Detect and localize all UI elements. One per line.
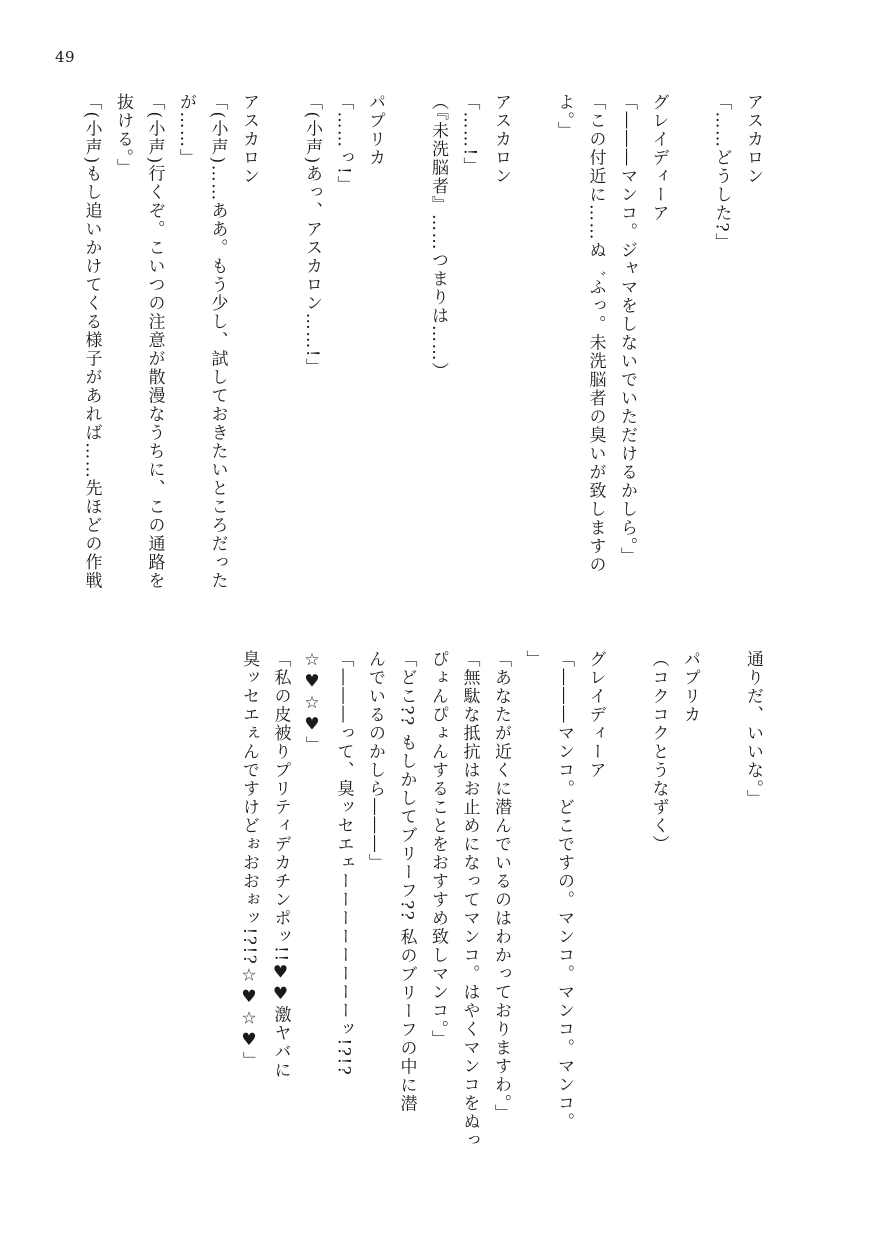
text-block-bottom [108, 650, 768, 1150]
page-number: 49 [55, 48, 76, 66]
text-line: 通りだ、いいな。」 [743, 650, 763, 808]
text-line: 「(小声)行くぞ。こいつの注意が散漫なうちに、この通路を [144, 93, 165, 591]
blank-line [264, 93, 296, 593]
text-line: 「(小声)あっ、アスカロン……!」 [302, 93, 322, 377]
blank-line [705, 650, 737, 1130]
text-line: 「……どうした?」 [711, 93, 732, 252]
text-line: 「この付近に……ぬ゛ふっ。未洗脳者の臭いが致しますの [585, 93, 606, 574]
text-line: 「―――マンコ。ジャマをしないでいただけるかしら。」 [617, 93, 637, 566]
text-line: グレイディーア [585, 650, 606, 780]
text-line: 「無駄な抵抗はお止めになってマンコ。はやくマンコをぬっ [459, 650, 480, 1150]
text-block-top [81, 93, 768, 593]
text-line: 「どこ?? もしかしてブリーフ?? 私のブリーフの中に潜 [396, 650, 417, 1114]
text-line: パプリカ [365, 93, 385, 167]
text-line: 臭ッセエぇんですけどぉおおぉッ!?!?☆♥☆♥」 [239, 650, 259, 1070]
text-line: ぴょんぴょんすることをおすすめ致しマンコ。」 [428, 650, 448, 1049]
text-line: が……」 [176, 93, 196, 167]
text-line: アスカロン [743, 93, 763, 186]
text-line: 」 [522, 650, 543, 669]
text-line: （コクコクとうなずく） [648, 650, 669, 854]
text-line: 「私の皮被りプリティデカチンポッ!!♥♥激ヤバに [270, 650, 291, 1080]
text-line: んでいるのかしら―――」 [365, 650, 385, 872]
text-line: 「あなたが近くに潜んでいるのはわかっておりますわ。」 [491, 650, 511, 1123]
text-line: よ。」 [554, 93, 574, 140]
text-line: アスカロン [239, 93, 259, 186]
blank-line [674, 93, 706, 593]
text-line: パプリカ [680, 650, 700, 724]
text-line: （『未洗脳者』……つまりは……） [428, 93, 448, 381]
blank-line [390, 93, 422, 593]
blank-line [516, 93, 548, 593]
text-line: アスカロン [491, 93, 511, 186]
text-line: ☆♥☆♥」 [302, 650, 322, 755]
text-line: 「(小声)もし追いかけてくる様子があれば……先ほどの作戦 [81, 93, 102, 591]
text-line: 「……!」 [459, 93, 480, 176]
text-line: 「―――って、臭ッセエェーーーーーーーーッ!?!? [333, 650, 354, 1077]
text-line: 「……っ!」 [333, 93, 354, 194]
blank-line [611, 650, 643, 1130]
text-line: グレイディーア [648, 93, 669, 223]
text-line: 抜ける。」 [113, 93, 133, 177]
text-line: 「―――マンコ。どこですの。マンコ。マンコ。マンコ。 [554, 650, 574, 1131]
text-line: 「(小声)……ああ。もう少し、試しておきたいところだった [207, 93, 228, 591]
